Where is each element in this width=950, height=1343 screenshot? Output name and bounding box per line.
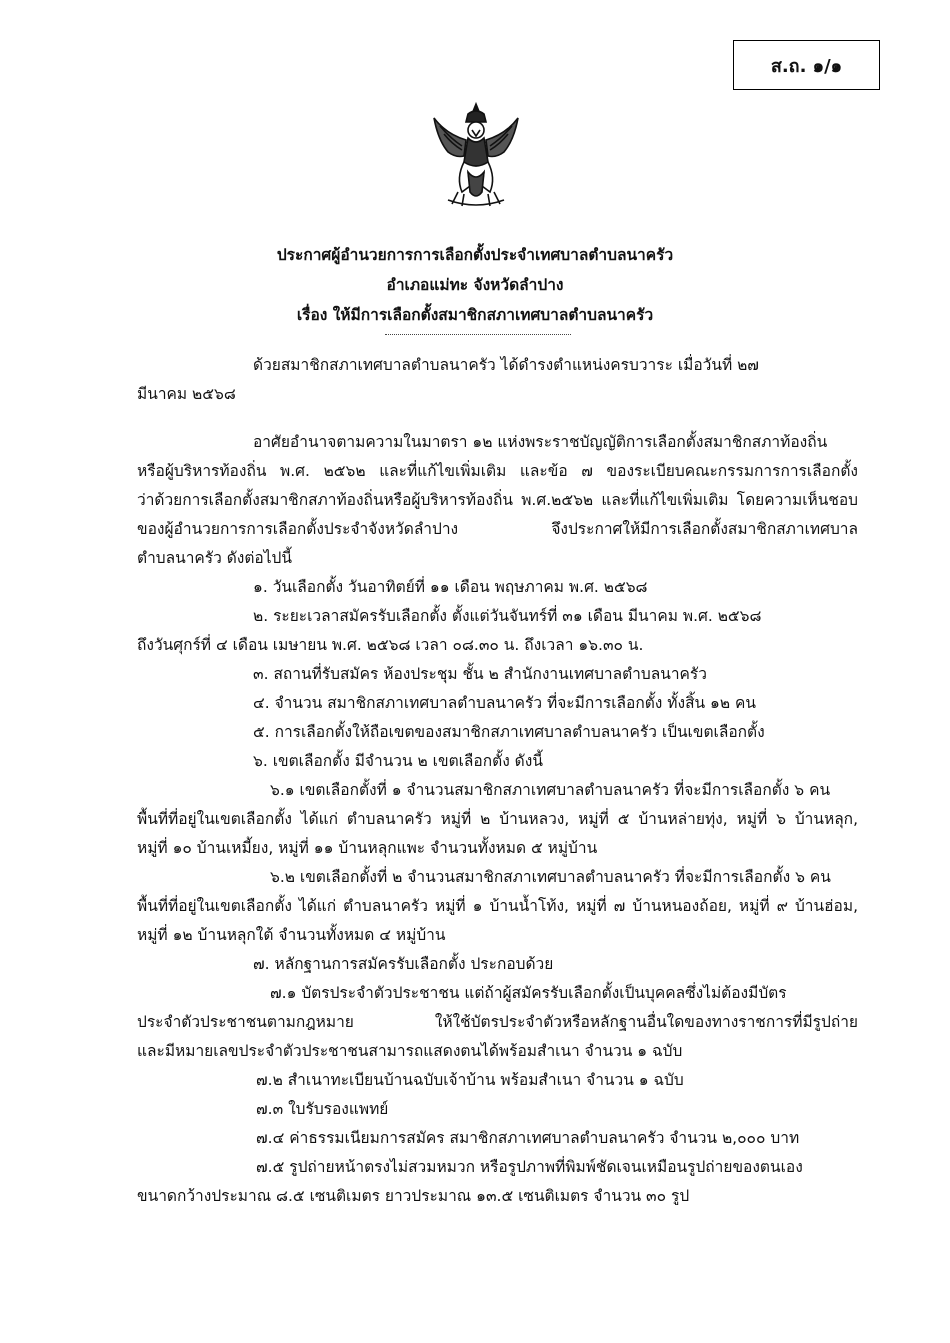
header-line-3: เรื่อง ให้มีการเลือกตั้งสมาชิกสภาเทศบาลตำบลนาครัว: [296, 306, 654, 324]
item-6-1-line-3: หมู่ที่ ๑๐ บ้านเหมี้ยง, หมู่ที่ ๑๑ บ้านหลุกแพะ จำนวนทั้งหมด ๕ หมู่บ้าน: [137, 839, 598, 857]
para-2-line-5: ตำบลนาครัว ดังต่อไปนี้: [137, 549, 292, 567]
item-6-1-line-2: พื้นที่ที่อยู่ในเขตเลือกตั้ง ได้แก่ ตำบลนาครัว หมู่ที่ ๒ บ้านหลวง, หมู่ที่ ๕ บ้านหล่ายทุ่ง, หมู่ที่ ๖ บ้านหลุก,: [137, 810, 858, 828]
item-7-1-line-1: ๗.๑ บัตรประจำตัวประชาชน แต่ถ้าผู้สมัครรับเลือกตั้งเป็นบุคคลซึ่งไม่ต้องมีบัตร: [270, 984, 787, 1002]
para-2-line-3: ว่าด้วยการเลือกตั้งสมาชิกสภาท้องถิ่นหรือผู้บริหารท้องถิ่น พ.ศ.๒๕๖๒ และที่แก้ไขเพิ่มเติม โดยความเห็นชอบ: [137, 491, 858, 509]
item-2-line-1: ๒. ระยะเวลาสมัครรับเลือกตั้ง ตั้งแต่วันจันทร์ที่ ๓๑ เดือน มีนาคม พ.ศ. ๒๕๖๘: [253, 607, 762, 625]
item-1: ๑. วันเลือกตั้ง วันอาทิตย์ที่ ๑๑ เดือน พฤษภาคม พ.ศ. ๒๕๖๘: [253, 578, 648, 596]
item-6-2-line-1: ๖.๒ เขตเลือกตั้งที่ ๒ จำนวนสมาชิกสภาเทศบาลตำบลนาครัว ที่จะมีการเลือกตั้ง ๖ คน: [270, 868, 831, 886]
garuda-emblem-icon: [428, 100, 524, 210]
item-7-1-line-3: และมีหมายเลขประจำตัวประชาชนสามารถแสดงตนได้พร้อมสำเนา จำนวน ๑ ฉบับ: [137, 1042, 683, 1060]
item-7-1-line-2: ประจำตัวประชาชนตามกฎหมาย ให้ใช้บัตรประจำตัวหรือหลักฐานอื่นใดของทางราชการที่มีรูปถ่าย: [137, 1013, 858, 1031]
para-2-line-2: หรือผู้บริหารท้องถิ่น พ.ศ. ๒๕๖๒ และที่แก้ไขเพิ่มเติม และข้อ ๗ ของระเบียบคณะกรรมการการเลือกตั้ง: [137, 462, 858, 480]
item-6: ๖. เขตเลือกตั้ง มีจำนวน ๒ เขตเลือกตั้ง ดังนี้: [253, 752, 543, 770]
item-6-1-line-1: ๖.๑ เขตเลือกตั้งที่ ๑ จำนวนสมาชิกสภาเทศบาลตำบลนาครัว ที่จะมีการเลือกตั้ง ๖ คน: [270, 781, 831, 799]
para-1-line-2: มีนาคม ๒๕๖๘: [137, 385, 236, 403]
item-6-2-line-2: พื้นที่ที่อยู่ในเขตเลือกตั้ง ได้แก่ ตำบลนาครัว หมู่ที่ ๑ บ้านน้ำโท้ง, หมู่ที่ ๗ บ้านหนองถ้อย, หมู่ที่ ๙ บ้านฮ่อม,: [137, 897, 858, 915]
item-7-4: ๗.๔ ค่าธรรมเนียมการสมัคร สมาชิกสภาเทศบาลตำบลนาครัว จำนวน ๒,๐๐๐ บาท: [256, 1129, 800, 1147]
header-line-2: อำเภอแม่ทะ จังหวัดลำปาง: [386, 276, 564, 294]
item-3: ๓. สถานที่รับสมัคร ห้องประชุม ชั้น ๒ สำนักงานเทศบาลตำบลนาครัว: [253, 665, 707, 683]
item-4: ๔. จำนวน สมาชิกสภาเทศบาลตำบลนาครัว ที่จะมีการเลือกตั้ง ทั้งสิ้น ๑๒ คน: [253, 694, 757, 712]
item-7-5-line-1: ๗.๕ รูปถ่ายหน้าตรงไม่สวมหมวก หรือรูปภาพที่พิมพ์ชัดเจนเหมือนรูปถ่ายของตนเอง: [256, 1158, 803, 1176]
form-code-box: [733, 40, 880, 90]
para-1-line-1: ด้วยสมาชิกสภาเทศบาลตำบลนาครัว ได้ดำรงตำแหน่งครบวาระ เมื่อวันที่ ๒๗: [253, 356, 759, 374]
item-2-line-2: ถึงวันศุกร์ที่ ๔ เดือน เมษายน พ.ศ. ๒๕๖๘ เวลา ๐๘.๓๐ น. ถึงเวลา ๑๖.๓๐ น.: [137, 636, 644, 654]
para-2-line-1: อาศัยอำนาจตามความในมาตรา ๑๒ แห่งพระราชบัญญัติการเลือกตั้งสมาชิกสภาท้องถิ่น: [253, 433, 828, 451]
form-code: ส.ถ. ๑/๑: [770, 55, 843, 77]
item-7-2: ๗.๒ สำเนาทะเบียนบ้านฉบับเจ้าบ้าน พร้อมสำเนา จำนวน ๑ ฉบับ: [256, 1071, 684, 1089]
item-7-5-line-2: ขนาดกว้างประมาณ ๘.๕ เซนติเมตร ยาวประมาณ ๑๓.๕ เซนติเมตร จำนวน ๓๐ รูป: [137, 1187, 690, 1205]
item-6-2-line-3: หมู่ที่ ๑๒ บ้านหลุกใต้ จำนวนทั้งหมด ๔ หมู่บ้าน: [137, 926, 446, 944]
item-7: ๗. หลักฐานการสมัครรับเลือกตั้ง ประกอบด้วย: [253, 955, 554, 973]
item-7-3: ๗.๓ ใบรับรองแพทย์: [256, 1100, 389, 1118]
header-line-1: ประกาศผู้อำนวยการการเลือกตั้งประจำเทศบาลตำบลนาครัว: [276, 246, 674, 264]
para-2-line-4: ของผู้อำนวยการการเลือกตั้งประจำจังหวัดลำปาง จึงประกาศให้มีการเลือกตั้งสมาชิกสภาเทศบาล: [137, 520, 858, 538]
item-5: ๕. การเลือกตั้งให้ถือเขตของสมาชิกสภาเทศบาลตำบลนาครัว เป็นเขตเลือกตั้ง: [253, 723, 765, 741]
header-divider: [385, 334, 571, 335]
